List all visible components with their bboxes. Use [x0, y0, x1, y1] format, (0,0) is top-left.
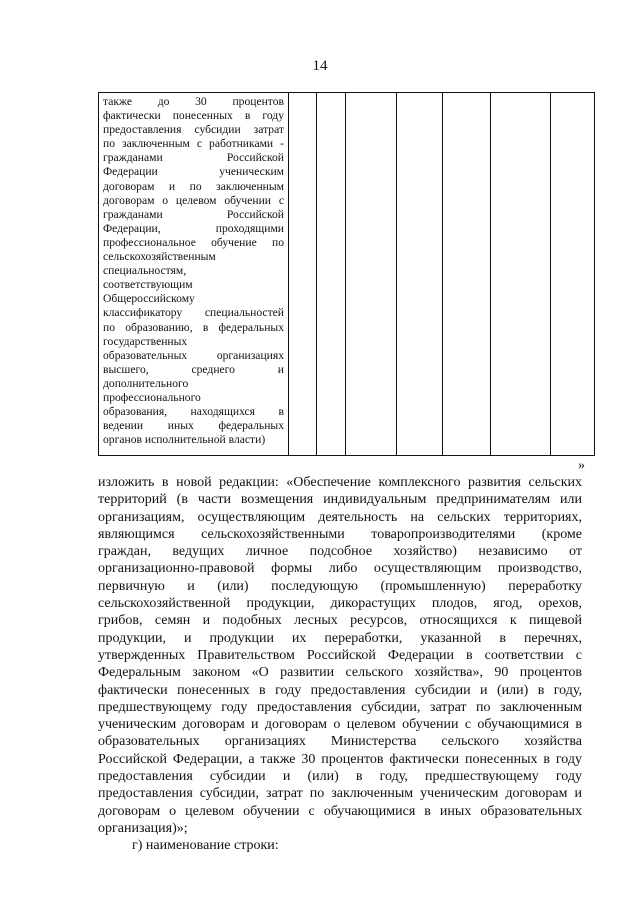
paragraph-line: фактически понесенных в году предоставления субсидии и (или) в году, — [98, 682, 582, 698]
table-empty-cell — [491, 93, 551, 455]
table-cell-line: сельскохозяйственным — [103, 250, 216, 264]
paragraph-line: предшествующему году предоставления субсидии, затрат по заключенным — [98, 699, 582, 715]
paragraph-line: первичную и (или) последующую (промышленную) переработку — [98, 578, 582, 594]
table-cell-line: соответствующим — [103, 278, 193, 292]
table-cell-line: государственных — [103, 334, 188, 348]
table-cell-line: Федерации, проходящими — [103, 221, 284, 235]
table-description-cell — [99, 93, 289, 455]
table-cell-line: договорам и по заключенным — [103, 179, 284, 193]
paragraph-line: предоставления субсидии и (или) в году, предшествующему году — [98, 769, 582, 785]
table-empty-cell — [317, 93, 346, 455]
paragraph-line: предоставления субсидии, затрат по заключенным ученическим договорам и — [98, 786, 582, 802]
amendment-paragraph — [98, 474, 582, 855]
table-empty-cell — [397, 93, 443, 455]
table-cell-line: классификатору специальностей — [103, 306, 284, 320]
table-cell-line: дополнительного — [103, 376, 189, 390]
paragraph-line: сельскохозяйственной продукции, дикорастущих плодов, ягод, орехов, — [98, 596, 582, 612]
table-cell-line: договорам о целевом обучении с — [103, 193, 284, 207]
paragraph-line: утвержденных Правительством Российской Федерации в соответствии с — [98, 647, 582, 663]
table-empty-cell — [443, 93, 491, 455]
paragraph-line: Российской Федерации, а также 30 процентов фактически понесенных в году — [98, 751, 582, 767]
paragraph-line: изложить в новой редакции: «Обеспечение комплексного развития сельских — [98, 475, 582, 490]
table-cell-line: гражданами Российской — [103, 151, 284, 165]
paragraph-line: организация)»; — [98, 820, 188, 836]
table-cell-line: Общероссийскому — [103, 292, 195, 306]
table-cell-line: высшего, среднего и — [103, 362, 284, 376]
paragraph-line: граждан, ведущих личное подсобное хозяйство) независимо от — [98, 544, 582, 560]
table-cell-line: гражданами Российской — [103, 207, 284, 221]
paragraph-line: являющимся сельскохозяйственными товаропроизводителями (кроме — [98, 526, 582, 542]
paragraph-line: договорам о целевом обучении с обучающимися в иных образовательных — [98, 803, 582, 819]
table-empty-cell — [289, 93, 317, 455]
paragraph-line: образовательных организациях Министерства сельского хозяйства — [98, 734, 582, 750]
table-cell-line: предоставления субсидии затрат — [103, 123, 284, 137]
table-cell-line: специальностям, — [103, 264, 187, 278]
table-cell-line: профессиональное обучение по — [103, 235, 284, 249]
table-cell-line: образования, находящихся в — [103, 405, 284, 419]
table-cell-line: органов исполнительной власти) — [103, 433, 266, 447]
paragraph-line: территорий (в части возмещения индивидуальным предпринимателям или — [98, 492, 582, 508]
table-cell-line: ведении иных федеральных — [103, 419, 284, 433]
paragraph-line: грибов, семян и подобных лесных ресурсов, относящихся к пищевой — [98, 613, 582, 629]
table-cell-line: фактически понесенных в году — [103, 109, 284, 123]
table-empty-cell — [551, 93, 594, 455]
table-cell-line: образовательных организациях — [103, 348, 284, 362]
paragraph-line: организационно-правовой формы либо осуществляющим производство, — [98, 561, 582, 577]
table-cell-line: профессионального — [103, 390, 201, 404]
page-number: 14 — [312, 58, 328, 74]
closing-quote: » — [578, 458, 585, 473]
next-item-heading: г) наименование строки: — [132, 838, 279, 854]
paragraph-line: ученическим договорам и договорам о целевом обучении с обучающимися в — [98, 717, 582, 733]
data-table-fragment — [98, 92, 595, 456]
table-cell-line: Федерации ученическим — [103, 165, 284, 179]
paragraph-line: продукции, и продукции их переработки, указанной в перечнях, — [98, 630, 582, 646]
table-cell-line: по заключенным с работниками - — [103, 137, 284, 151]
table-cell-line: также до 30 процентов — [103, 95, 284, 108]
paragraph-line: организациям, осуществляющим деятельность на сельских территориях, — [98, 509, 582, 525]
paragraph-line: Федеральным законом «О развитии сельского хозяйства», 90 процентов — [98, 665, 582, 681]
table-empty-cell — [346, 93, 397, 455]
table-cell-line: по образованию, в федеральных — [103, 320, 284, 334]
